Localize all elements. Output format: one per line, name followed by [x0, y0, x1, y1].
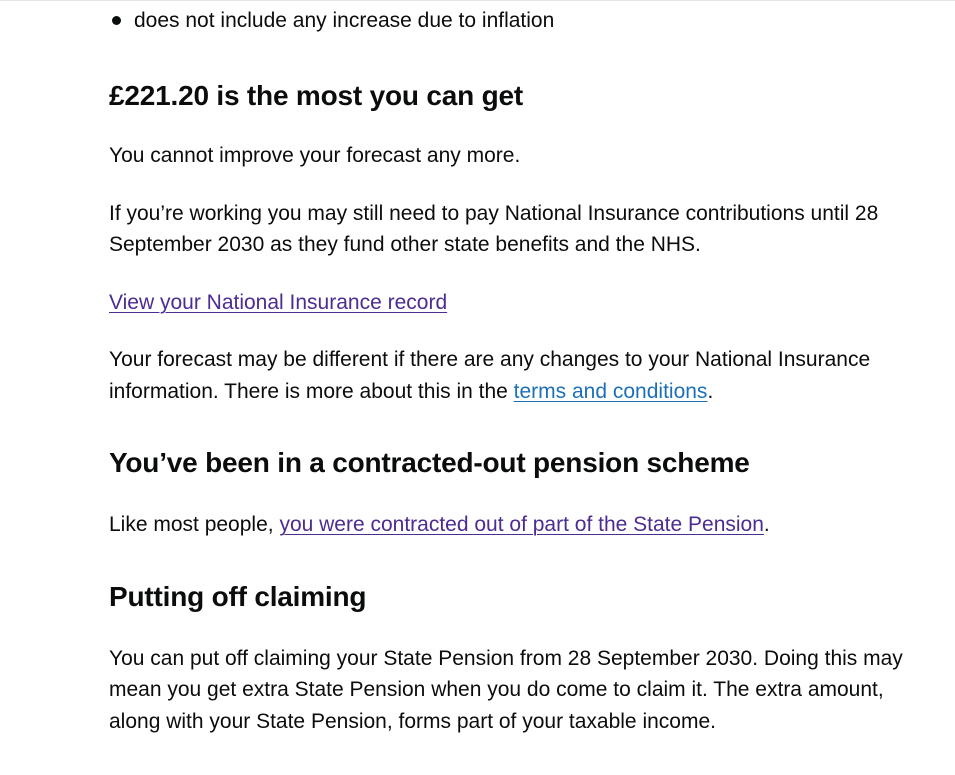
cannot-improve-text: You cannot improve your forecast any more. [109, 144, 521, 167]
contracted-text: Like most people, [109, 513, 280, 536]
bullet-icon [112, 16, 121, 25]
contracted-out-heading: You’ve been in a contracted-out pension scheme [109, 447, 750, 478]
national-insurance-working-text: If you’re working you may still need to pay National Insurance contributions until 28 September 2030 as they fund other state benefits and the NHS. [109, 201, 879, 256]
forecast-may-differ-text [109, 344, 909, 407]
max-amount-heading: £221.20 is the most you can get [109, 80, 523, 111]
forecast-bullet-list [109, 5, 909, 36]
record-link-paragraph [109, 287, 909, 319]
list-item [109, 5, 909, 36]
view-national-insurance-record-link[interactable]: View your National Insurance record [109, 290, 448, 314]
contracted-out-text [109, 509, 909, 541]
bullet-text: does not include any increase due to inflation [134, 9, 555, 32]
contracted-out-link[interactable]: you were contracted out of part of the State Pension [279, 513, 764, 536]
contracted-text-end: . [763, 513, 770, 536]
main-content [109, 0, 909, 737]
putting-off-claiming-heading: Putting off claiming [109, 580, 367, 612]
forecast-text: Your forecast may be different if there are any changes to your National Insurance information. There is more about this in the [109, 348, 871, 403]
terms-and-conditions-link[interactable]: terms and conditions [513, 379, 708, 403]
putting-off-claiming-text: You can put off claiming your State Pension from 28 September 2030. Doing this may mean you get extra State Pension when you do come to claim it. The extra amount, along with your State Pension, forms part of your taxable income. [109, 646, 903, 733]
forecast-text-end: . [707, 379, 714, 403]
